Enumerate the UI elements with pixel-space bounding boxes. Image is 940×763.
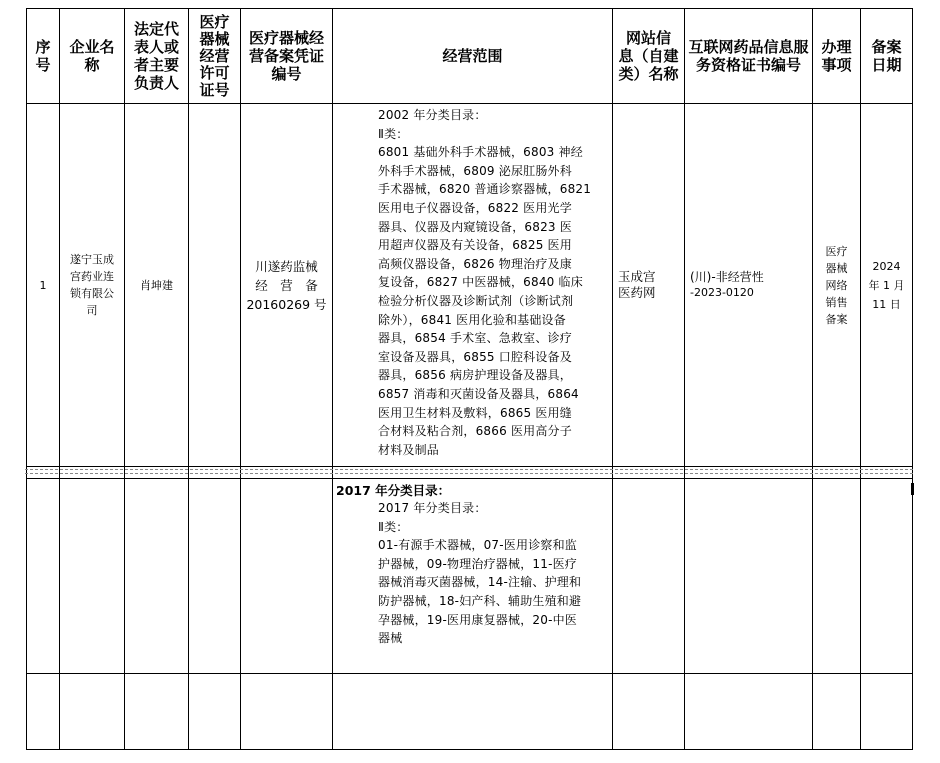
cell-marker bbox=[911, 483, 914, 495]
row1-bottom-line bbox=[26, 466, 913, 467]
row1-date: 2024 年 1 月 11 日 bbox=[868, 259, 905, 311]
row2-scope: 2017 年分类目录： Ⅱ类： 01-有源手术器械，07-医用诊察和监 护器械，09-物理治疗器械，11-医疗 器械消毒灭菌器械，14-注输、护理和 防护器械，18-妇产科、辅助生殖和避 孕器械，19-医用康复器械，20-中医 器械 bbox=[378, 501, 582, 646]
row1-license-no bbox=[189, 104, 240, 466]
header-company: 企业名 称 bbox=[69, 38, 115, 74]
table-border-bottom bbox=[26, 749, 913, 750]
row1-cert-no: (川)-非经营性 -2023-0120 bbox=[690, 270, 764, 299]
row1-company: 遂宁玉成 宫药业连 锁有限公 司 bbox=[70, 253, 114, 317]
header-site-name: 网站信 息（自建 类）名称 bbox=[618, 29, 679, 83]
row1-seq: 1 bbox=[39, 278, 47, 292]
header-seq: 序 号 bbox=[35, 38, 51, 74]
row1-site-name: 玉成宫 医药网 bbox=[618, 269, 656, 300]
header-matter: 办理 事项 bbox=[821, 38, 852, 74]
header-scope: 经营范围 bbox=[442, 47, 503, 65]
header-date: 备案 日期 bbox=[871, 38, 902, 74]
row1-filing-no: 川遂药监械 经 营 备 20160269 号 bbox=[246, 258, 327, 312]
col-divider bbox=[332, 8, 333, 750]
header-license-no: 医疗 器械 经营 许可 证号 bbox=[199, 12, 230, 99]
header-filing-no: 医疗器械经 营备案凭证 编号 bbox=[248, 29, 324, 83]
page-break-marker bbox=[25, 469, 913, 474]
table-border-right bbox=[912, 8, 913, 750]
row2-top-line bbox=[26, 478, 913, 479]
header-legal-rep: 法定代 表人或 者主要 负责人 bbox=[133, 20, 179, 92]
row1-legal-rep: 肖坤建 bbox=[140, 278, 173, 292]
header-cert-no: 互联网药品信息服 务资格证书编号 bbox=[688, 38, 809, 74]
row1-scope: 2002 年分类目录： Ⅱ类： 6801 基础外科手术器械，6803 神经 外科手术器械，6809 泌尿肛肠外科 手术器械，6820 普通诊察器械，6821 医用电子仪器设备，6822 医用光学 器具、仪器及内窥镜设备，6823 医 用超声仪器及有关设备，6825 医用 高频仪器设备，6826 物理治疗及康 复设备，6827 中医器械，6840 临床 检验分析仪器及诊断试剂（诊断试剂 除外），6841 医用化验和基础设备 器具，6854 手术室、急救室、诊疗 室设备及器具，6855 口腔科设备及 器具，6856 病房护理设备及器具， 6857 消毒和灭菌设备及器具，6864 医用卫生材料及敷料，6865 医用缝 合材料及粘合剂，6866 医用高分子 材料及制品 bbox=[378, 108, 592, 457]
row2-bottom-line bbox=[26, 673, 913, 674]
row2-scope-title: 2017 年分类目录： bbox=[336, 483, 451, 498]
row1-matter: 医疗 器械 网络 销售 备案 bbox=[825, 244, 848, 326]
